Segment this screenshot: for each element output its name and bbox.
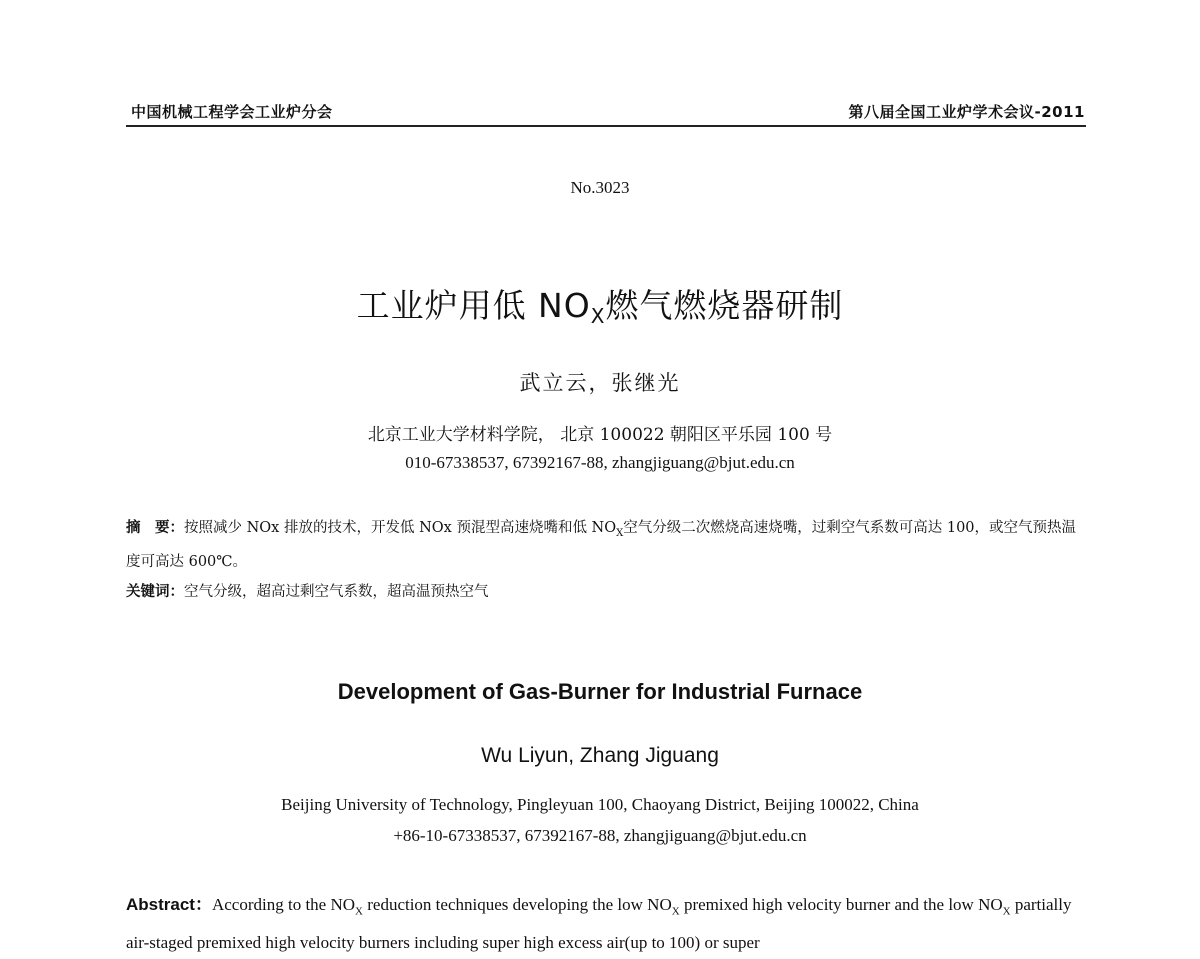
header-rule xyxy=(126,125,1086,127)
header-society: 中国机械工程学会工业炉分会 xyxy=(131,103,333,121)
cn-title xyxy=(0,280,1200,328)
cn-authors: 武立云，张继光 xyxy=(519,371,681,395)
paper-number: No.3023 xyxy=(570,178,630,197)
en-title: Development of Gas-Burner for Industrial Furnace xyxy=(337,679,863,704)
cn-abstract-label: 摘 要： xyxy=(126,520,184,536)
cn-title-subscript: X xyxy=(590,304,606,328)
cn-abstract-subscript: X xyxy=(616,527,624,539)
cn-keywords-text: 空气分级，超高过剩空气系数，超高温预热空气 xyxy=(184,584,489,600)
cn-contact: 010-67338537, 67392167-88, zhangjiguang@bjut.edu.cn xyxy=(405,453,795,472)
en-abstract-colon: ： xyxy=(194,895,212,914)
cn-abstract-text: 按照减少 NOx 排放的技术，开发低 NOx 预混型高速烧嘴和低 NO xyxy=(184,520,617,536)
en-authors: Wu Liyun, Zhang Jiguang xyxy=(481,744,719,767)
en-affiliation: Beijing University of Technology, Pingleyuan 100, Chaoyang District, Beijing 100022, China xyxy=(281,795,919,814)
header-conference: 第八届全国工业炉学术会议-2011 xyxy=(848,103,1085,121)
cn-abstract xyxy=(126,514,1090,577)
cn-title-part: 工业炉用低 NO xyxy=(356,286,591,325)
cn-keywords xyxy=(126,580,489,601)
en-abstract-text: partially air-staged premixed high velocity burners including super high excess air(up to 100) or super xyxy=(126,895,1072,953)
cn-abstract-text: 空气分级二次燃烧高速烧嘴，过剩空气系数可高达 100，或空气预热温度可高达 600℃。 xyxy=(126,520,1077,570)
en-abstract-text: reduction techniques developing the low NO xyxy=(362,895,672,914)
en-contact: +86-10-67338537, 67392167-88, zhangjiguang@bjut.edu.cn xyxy=(393,826,807,845)
en-abstract-subscript: X xyxy=(1002,905,1011,918)
en-abstract-label: Abstract xyxy=(126,895,195,914)
cn-title-part: 燃气燃烧器研制 xyxy=(605,286,844,325)
cn-keywords-label: 关键词： xyxy=(126,584,184,600)
en-abstract-text: According to the NO xyxy=(211,895,356,914)
cn-affiliation: 北京工业大学材料学院， 北京 100022 朝阳区平乐园 100 号 xyxy=(367,425,833,445)
en-abstract-text: premixed high velocity burner and the low NO xyxy=(679,895,1003,914)
en-abstract-subscript: X xyxy=(355,905,363,918)
en-abstract xyxy=(126,889,1090,959)
en-abstract-subscript: X xyxy=(671,905,680,918)
